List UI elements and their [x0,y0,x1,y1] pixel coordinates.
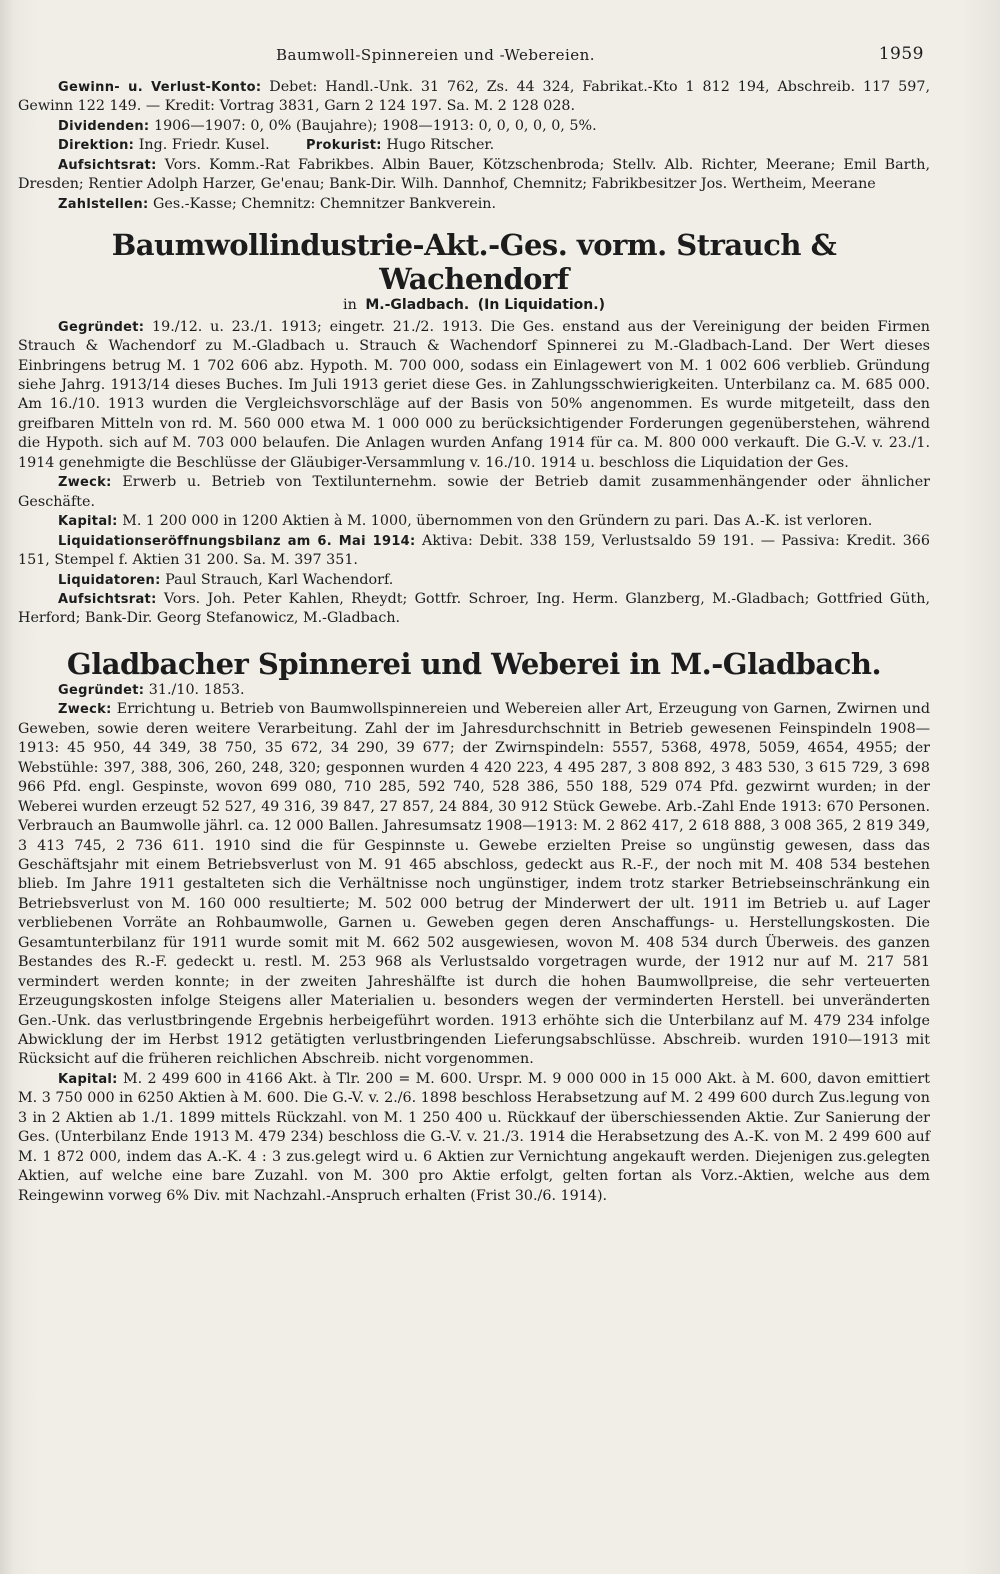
label: Direktion: [58,138,135,154]
paragraph-gewinn-verlust [18,78,930,117]
paragraph-text: Erwerb u. Betrieb von Textilunternehm. sowie der Betrieb damit zusammenhängender oder ähnlicher Geschäfte. [18,474,930,510]
paragraph-text: 1906—1907: 0, 0% (Baujahre); 1908—1913: 0, 0, 0, 0, 0, 5%. [153,117,597,134]
label: Gegründet: [58,682,145,698]
running-head [18,38,930,78]
label: Gewinn- u. Verlust-Konto: [58,80,262,95]
company-location [18,296,930,315]
paragraph-text: 31./10. 1853. [148,681,245,698]
paragraph-dividenden [18,117,930,136]
paragraph-kapital [18,512,930,531]
company-entry-gladbacher-spinnerei [18,647,930,1206]
paragraph-text: Ges.-Kasse; Chemnitz: Chemnitzer Bankverein. [153,195,497,212]
paragraph-text: Aktiva: Debit. 338 159, Verlustsaldo 59 191. — Passiva: Kredit. 366 151, Stempel f. Aktien 31 200. Sa. M. 397 351. [18,532,931,569]
label: Aufsichtsrat: [58,157,157,173]
label: Kapital: [58,514,118,530]
paragraph-aufsichtsrat [18,156,930,195]
paragraph-text: Vors. Komm.-Rat Fabrikbes. Albin Bauer, Kötzschenbroda; Stellv. Alb. Richter, Meerane; Emil Barth, Dresden; Rentier Adolph Harzer, Ge'enau; Bank-Dir. Wilh. Dannhof, Chemnitz; Fabrikbesitzer Jos. Wertheim, Meerane [18,156,931,193]
paragraph-text-prokurist: Hugo Ritscher. [386,137,495,154]
continuation-section [18,78,930,214]
paragraph-liquidationsbilanz [18,532,930,571]
paragraph-text: Debet: Handl.-Unk. 31 762, Zs. 44 324, Fabrikat.-Kto 1 812 194, Abschreib. 117 597, Gewinn 122 149. — Kredit: Vortrag 3831, Garn 2 124 197. Sa. M. 2 128 028. [18,79,930,115]
label: Aufsichtsrat: [58,591,157,607]
spacer [18,214,930,228]
paragraph-text: M. 2 499 600 in 4166 Akt. à Tlr. 200 = M. 600. Urspr. M. 9 000 000 in 15 000 Akt. à M. 600, davon emittiert M. 3 750 000 in 6250 Aktien à M. 600. Die G.-V. v. 2./6. 1898 beschloss Herabsetzung auf M. 2 499 600 durch Zus.legung von 3 in 2 Aktien ab 1./1. 1899 mittels Rückzahl. von M. 1 250 400 u. Rückkauf der überschiessenden Aktie. Zur Sanierung der Ges. (Unterbilanz Ende 1913 M. 479 234) beschloss die G.-V. v. 21./3. 1914 die Herabsetzung des A.-K. von M. 2 499 600 auf M. 1 872 000, indem das A.-K. 4 : 3 zus.gelegt wird u. 6 Aktien zur Vernichtung angekauft werden. Diejenigen zus.gelegten Aktien, auf welche eine bare Zuzahl. von M. 300 pro Aktie erfolgt, gelten fortan als Vorz.-Aktien, welche aus dem Reingewinn vorweg 6% Div. mit Nachzahl.-Anspruch erhalten (Frist 30./6. 1914). [18,1070,931,1204]
paragraph-aufsichtsrat [18,590,930,629]
liquidation-status: (In Liquidation.) [477,297,605,314]
paragraph-text: Errichtung u. Betrieb von Baumwollspinnereien und Webereien aller Art, Erzeugung von Garnen, Zwirnen und Geweben, sowie deren weitere Verarbeitung. Zahl der im Jahresdurchschnitt in Betrieb gewesenen Feinspindeln 1908—1913: 45 950, 44 349, 38 750, 35 672, 34 290, 39 677; der Zwirnspindeln: 5557, 5368, 4978, 5059, 4654, 4955; der Webstühle: 397, 388, 306, 260, 248, 320; gesponnen wurden 4 420 223, 4 495 287, 3 808 892, 3 483 530, 3 615 729, 3 698 966 Pfd. engl. Gespinste, wovon 699 080, 710 285, 592 740, 528 386, 550 188, 529 074 Pfd. gezwirnt wurden; in der Weberei wurden erzeugt 52 527, 49 316, 39 847, 27 857, 24 884, 30 912 Stück Gewebe. Arb.-Zahl Ende 1913: 670 Personen. Verbrauch an Baumwolle jährl. ca. 12 000 Ballen. Jahresumsatz 1908—1913: M. 2 862 417, 2 618 888, 3 008 365, 2 819 349, 3 413 745, 2 736 611. 1910 sind die für Gespinnste u. Gewebe erzielten Preise so ungünstig gewesen, dass das Geschäftsjahr mit einem Betriebsverlust von M. 91 465 abschloss, gedeckt aus R.-F., der noch mit M. 408 534 bestehen blieb. Im Jahre 1911 gestalteten sich die Verhältnisse noch ungünstiger, indem trotz starker Betriebseinschränkung ein Betriebsverlust von M. 160 000 resultierte; M. 502 000 betrug der Minderwert der ult. 1911 im Betrieb u. auf Lager verbliebenen Vorräte an Rohbaumwolle, Garnen u. Geweben gegen deren Anschaffungs- u. Herstellungskosten. Die Gesamtunterbilanz für 1911 wurde somit mit M. 662 502 ausgewiesen, wovon M. 408 534 durch Überweis. des ganzen Bestandes des R.-F. gedeckt u. restl. M. 253 968 als Verlustsaldo vorgetragen wurde, der 1912 nur auf M. 217 581 vermindert werden konnte; in der zweiten Jahreshälfte ist durch die hohen Baumwollpreise, die sehr verteuerten Erzeugungskosten infolge Steigens aller Materialien u. besonders wegen der verminderten Herstell. bei unveränderten Gen.-Unk. das verlustbringende Ergebnis herbeigeführt worden. 1913 erhöhte sich die Unterbilanz auf M. 479 234 infolge Abwicklung der im Herbst 1912 getätigten verlustbringenden Lieferungsabschlüsse. Abschreib. wurden 1910—1913 mit Rücksicht auf die früheren reichlichen Abschreib. nicht vorgenommen. [18,701,930,1068]
running-head-title: Baumwoll-Spinnereien und -Webereien. [276,46,596,64]
paragraph-gegruendet [18,318,930,474]
paragraph-text: Paul Strauch, Karl Wachendorf. [165,571,394,588]
label: Kapital: [58,1071,118,1087]
paragraph-direktion [18,136,930,155]
label: Gegründet: [58,319,145,335]
company-title: Gladbacher Spinnerei und Weberei in M.-Gladbach. [66,646,882,681]
paragraph-text: Vors. Joh. Peter Kahlen, Rheydt; Gottfr. Schroer, Ing. Herm. Glanzberg, M.-Gladbach; Gottfried Güth, Herford; Bank-Dir. Georg Stefanowicz, M.-Gladbach. [18,590,930,627]
paragraph-zahlstellen [18,195,930,214]
paragraph-liquidatoren [18,571,930,590]
paragraph-kapital [18,1070,930,1206]
label: Zweck: [58,702,112,718]
paragraph-zweck [18,700,930,1070]
page-number: 1959 [878,44,924,64]
label-prokurist: Prokurist: [305,138,382,154]
label: Dividenden: [58,118,150,134]
paragraph-text: Ing. Friedr. Kusel. [138,137,270,154]
label: Zweck: [58,475,112,491]
location-name: M.-Gladbach. [365,297,470,314]
paragraph-zweck [18,473,930,512]
label: Liquidatoren: [58,572,161,588]
label: Liquidationseröffnungsbilanz am 6. Mai 1914: [58,533,416,549]
label: Zahlstellen: [58,196,149,212]
location-prefix: in [343,297,357,314]
paragraph-text: 19./12. u. 23./1. 1913; eingetr. 21./2. 1913. Die Ges. enstand aus der Vereinigung der beiden Firmen Strauch & Wachendorf zu M.-Gladbach u. Strauch & Wachendorf Spinnerei zu M.-Gladbach-Land. Der Wert dieses Einbringens betrug M. 1 702 606 abz. Hypoth. M. 700 000, sodass ein Einlagewert von M. 1 002 606 verblieb. Gründung siehe Jahrg. 1913/14 dieses Buches. Im Juli 1913 geriet diese Ges. in Zahlungsschwierigkeiten. Unterbilanz ca. M. 685 000. Am 16./10. 1913 wurden die Vergleichsvorschläge auf der Basis von 50% angenommen. Es wurde mitgeteilt, dass den greifbaren Mitteln von rd. M. 560 000 etwa M. 1 000 000 zu berücksichtigender Forderungen gegenüberstehen, während die Hypoth. sich auf M. 703 000 belaufen. Die Anlagen wurden Anfang 1914 für ca. M. 800 000 verkauft. Die G.-V. v. 23./1. 1914 genehmigte die Beschlüsse der Gläubiger-Versammlung v. 16./10. 1914 u. beschloss die Liquidation der Ges. [18,318,930,471]
paragraph-gegruendet [18,681,930,700]
spacer [18,629,930,647]
company-title: Baumwollindustrie-Akt.-Ges. vorm. Strauch & Wachendorf [111,228,837,297]
paragraph-text: M. 1 200 000 in 1200 Aktien à M. 1000, übernommen von den Gründern zu pari. Das A.-K. ist verloren. [122,513,873,530]
company-entry-strauch-wachendorf [18,228,930,629]
